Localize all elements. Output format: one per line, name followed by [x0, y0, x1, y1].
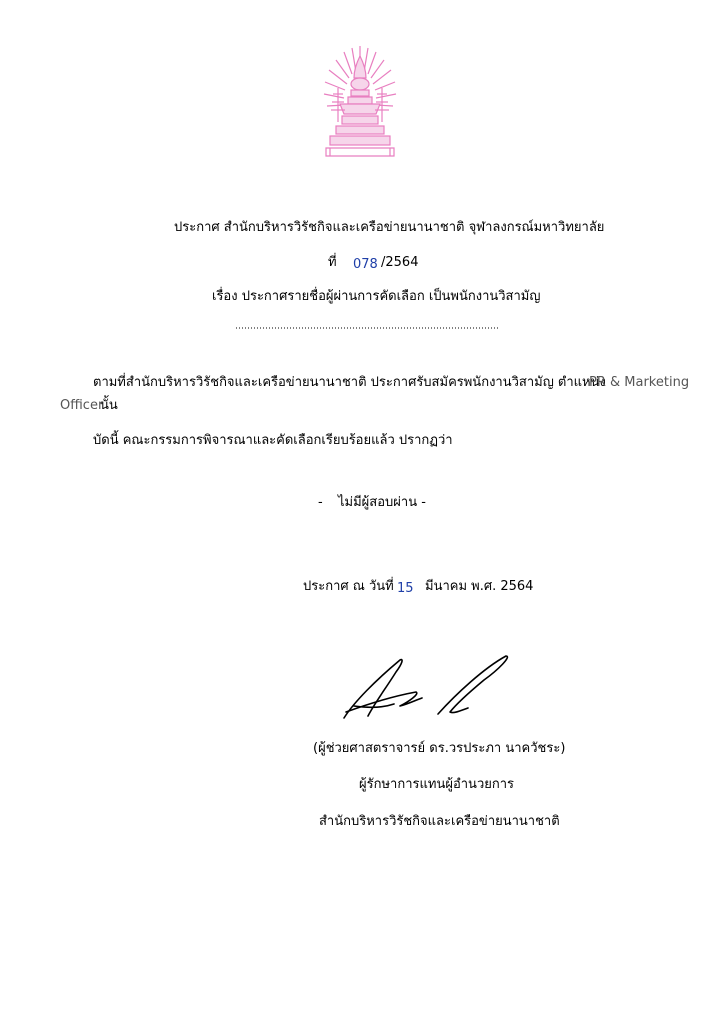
- body-paragraph-1-end: นั้น: [100, 398, 118, 413]
- announcement-title: ประกาศ สำนักบริหารวิรัชกิจและเครือข่ายนานาชาติ จุฬาลงกรณ์มหาวิทยาลัย: [174, 220, 605, 235]
- university-emblem: [318, 42, 402, 162]
- signatory-name: (ผู้ช่วยศาสตราจารย์ ดร.วรประภา นาควัชระ): [313, 741, 566, 756]
- body-paragraph-2: บัดนี้ คณะกรรมการพิจารณาและคัดเลือกเรียบร้อยแล้ว ปรากฏว่า: [93, 433, 453, 448]
- signature: [338, 650, 518, 726]
- date-line-suffix: มีนาคม พ.ศ. 2564: [425, 579, 534, 594]
- signatory-office: สำนักบริหารวิรัชกิจและเครือข่ายนานาชาติ: [319, 814, 560, 829]
- signatory-title: ผู้รักษาการแทนผู้อำนวยการ: [359, 777, 515, 792]
- position-name-part2: Officer: [60, 398, 104, 413]
- announcement-number-value: 078: [353, 257, 378, 272]
- result-text: ไม่มีผู้สอบผ่าน -: [338, 495, 426, 510]
- position-name-part1: PR & Marketing: [589, 375, 690, 390]
- announcement-number-label: ที่: [328, 255, 337, 270]
- dotted-separator: [236, 322, 498, 332]
- announcement-number-suffix: /2564: [381, 255, 419, 270]
- result-dash: -: [318, 495, 323, 510]
- date-day-value: 15: [397, 581, 414, 596]
- date-line-prefix: ประกาศ ณ วันที่: [303, 579, 394, 594]
- body-paragraph-1: ตามที่สำนักบริหารวิรัชกิจและเครือข่ายนานาชาติ ประกาศรับสมัครพนักงานวิสามัญ ตำแหน่ง: [93, 375, 606, 390]
- announcement-subject: เรื่อง ประกาศรายชื่อผู้ผ่านการคัดเลือก เป็นพนักงานวิสามัญ: [212, 289, 541, 304]
